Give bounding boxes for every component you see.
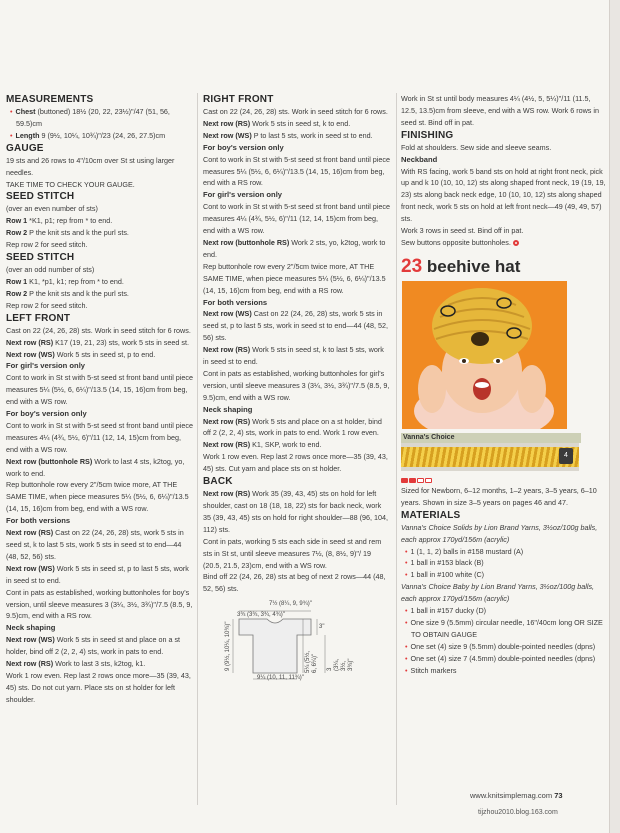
schematic-left-label: 9 (9½, 10¼, 10¾)" bbox=[225, 621, 231, 672]
end-mark-icon bbox=[513, 240, 519, 246]
footer-site: www.knitsimplemag.com bbox=[470, 791, 553, 800]
seed-stitch-odd-heading: SEED STITCH bbox=[6, 252, 75, 264]
page-footer bbox=[470, 791, 563, 800]
schematic-mid-label: 5¼ (5½, 6, 6¼)" bbox=[305, 651, 318, 674]
yarn-label: Vanna's Choice bbox=[401, 433, 581, 443]
yarn-weight-icon: 4 bbox=[559, 448, 573, 464]
column-divider bbox=[396, 93, 397, 805]
back-heading: BACK bbox=[203, 476, 233, 488]
schematic-top-label: 7½ (8¼, 9, 9¾)" bbox=[269, 601, 312, 608]
gauge-heading: GAUGE bbox=[6, 142, 44, 154]
skill-level-indicator bbox=[401, 475, 606, 481]
page-number: 73 bbox=[554, 791, 563, 800]
schematic-right-label: 3 (3¼, 3½, 3¾)" bbox=[327, 658, 354, 672]
sweater-schematic bbox=[211, 601, 354, 683]
skill-level-empty bbox=[425, 478, 432, 483]
schematic-neck-label: 3¾ (3¾, 3¾, 4¾)" bbox=[237, 612, 285, 619]
yarn-swatch bbox=[401, 433, 579, 471]
column-divider bbox=[197, 93, 198, 805]
skill-level-empty bbox=[417, 478, 424, 483]
skill-level-filled bbox=[409, 478, 416, 483]
yarn-strand-image bbox=[401, 447, 579, 467]
blog-credit: tijzhou2010.blog.163.com bbox=[478, 809, 558, 816]
left-front-heading: LEFT FRONT bbox=[6, 312, 71, 324]
column-left: MEASUREMENTS • Chest (buttoned) 18½ (20, 22, 23½)"/47 (51, 56, 59.5)cm • Length 9 (9½, 10¼, 10¾)"/23 (24, 26, 27.5)cm GAUGE 19 sts and 26 rows to 4"/10cm over St st using larger needles. TAKE TIME TO CHECK YOUR GAUGE. SEED STITCH (over an even number of sts) Row 1 *K1, p1; rep from * to end. Row 2 P the knit sts and k the purl sts. Rep row 2 for seed stitch. SEED STITCH (over an odd number of sts) Row 1 K1, *p1, k1; rep from * to end. Row 2 P the knit sts and k the purl sts. Rep row 2 for seed stitch. LEFT FRONT Cast on 22 (24, 26, 28) sts. Work in seed stitch for 6 rows. Next row (RS) K17 (19, 21, 23) sts, work 5 sts in seed st. Next row (WS) Work 5 sts in seed st, p to end. For girl's version only Cont to work in St st with 5-st seed st front band until piece measures 5¼ (5½, 6, 6¼)"/13.5 (14, 15, 16)cm from beg, end with a WS row. For boy's version only Cont to work in St st with 5-st seed st front band until piece measures 4¼ (4¾, 5½, 6)"/11 (12, 14, 15)cm from beg, end with a WS row. Next row (buttonhole RS) Work to last 4 sts, k2tog, yo, work to end. Rep buttonhole row every 2"/5cm twice more, AT THE SAME TIME, when piece measures 5¼ (5½, 6, 6¼)"/13.5 (14, 15, 16)cm from beg, end with a WS row. For both versions Next row (RS) Cast on 22 (24, 26, 28) sts, work 5 sts in seed st, k to last 5 sts, work 5 sts in seed st to end—44 (48, 52, 56) sts. Next row (WS) Work 5 sts in seed st, p to last 5 sts, work in seed st to end. Cont in pats as established, working buttonholes for boy's version, until sleeve measures 3 (3¼, 3½, 3¾)"/7.5 (8.5, 9, 9.5)cm, end with a RS row. Neck shaping Next row (WS) Work 5 sts in seed st and place on a st holder, bind off 2 (2, 2, 4) sts, work in pats to end. Next row (RS) Work to last 3 sts, k2tog, k1. Work 1 row even. Rep last 2 rows once more—35 (39, 43, 45) sts. Do not cut yarn. Place sts on st holder for left shoulder. bbox=[6, 93, 193, 706]
materials-heading: MATERIALS bbox=[401, 509, 461, 521]
pattern-title: 23 beehive hat bbox=[401, 255, 521, 277]
column-right: Work in St st until body measures 4¼ (4½, 5, 5¼)"/11 (11.5, 12.5, 13.5)cm from sleeve, end with a WS row. Work 6 rows in seed st. Bind off in pat. FINISHING Fold at shoulders. Sew side and sleeve seams. Neckband With RS facing, work 5 band sts on hold at right front neck, pick up and k 10 (10, 10, 12) sts along shaped front neck, 19 (19, 19, 23) sts along back neck edge, 10 (10, 10, 12) sts along shaped front neck, work 5 sts on hold at left front neck—49 (49, 49, 57) sts. Work 3 rows in seed st. Bind off in pat. Sew buttons opposite buttonholes. 23 beehive hat Vanna's Choice 4 Sized for Newborn, 6–12 months, 1–2 years, 3–5 years, 6–10 years. Shown in size 3–5 years on pages 46 and 47. MATERIALS Vanna's Choice Solids by Lion Brand Yarns, 3½oz/100g balls, each approx 170yd/156m (acrylic) • 1 (1, 1, 2) balls in #158 mustard (A) • 1 ball in #153 black (B) • 1 ball in #100 white (C) Vanna's Choice Baby by Lion Brand Yarns, 3½oz/100g balls, each approx 170yd/156m (acrylic) • 1 ball in #157 ducky (D) • One size 9 (5.5mm) circular needle, 16"/40cm long OR SIZE TO OBTAIN GAUGE • One set (4) size 9 (5.5mm) double-pointed needles (dpns) • One set (4) size 7 (4.5mm) double-pointed needles (dpns) • Stitch markers bbox=[401, 93, 606, 676]
page-edge bbox=[609, 0, 620, 833]
measurements-heading: MEASUREMENTS bbox=[6, 94, 94, 105]
child-in-beehive-hat-image bbox=[402, 281, 567, 429]
seed-stitch-heading: SEED STITCH bbox=[6, 191, 75, 203]
schematic-bottom-label: 9¼ (10, 11, 11¾)" bbox=[257, 675, 304, 682]
right-front-heading: RIGHT FRONT bbox=[203, 94, 274, 105]
skill-level-filled bbox=[401, 478, 408, 483]
column-middle: RIGHT FRONT Cast on 22 (24, 26, 28) sts. Work in seed stitch for 6 rows. Next row (RS) Work 5 sts in seed st, k to end. Next row (WS) P to last 5 sts, work in seed st to end. For boy's version only Cont to work in St st with 5-st seed st front band until piece measures 5¼ (5½, 6, 6¼)"/13.5 (14, 15, 16)cm from beg, end with a RS row. For girl's version only Cont to work in St st with 5-st seed st front band until piece measures 4¼ (4¾, 5½, 6)"/11 (12, 14, 15)cm from beg, end with a WS row. Next row (buttonhole RS) Work 2 sts, yo, k2tog, work to end. Rep buttonhole row every 2"/5cm twice more, AT THE SAME TIME, when piece measures 5¼ (5½, 6, 6¼)"/13.5 (14, 15, 16)cm from beg, end with a RS row. For both versions Next row (WS) Cast on 22 (24, 26, 28) sts, work 5 sts in seed st, p to last 5 sts, work in seed st to end—44 (48, 52, 56) sts. Next row (RS) Work 5 sts in seed st, k to last 5 sts, work in seed st to end. Cont in pats as established, working buttonholes for girl's version, until sleeve measures 3 (3¼, 3½, 3¾)"/7.5 (8.5, 9, 9.5)cm, end with a WS row. Neck shaping Next row (RS) Work 5 sts and place on a st holder, bind off 2 (2, 2, 4) sts, work in pats to end. Work 1 row even. Next row (RS) K1, SKP, work to end. Work 1 row even. Rep last 2 rows once more—35 (39, 43, 45) sts. Cut yarn and place sts on st holder. BACK Next row (RS) Work 35 (39, 43, 45) sts on hold for left shoulder, cast on 18 (18, 18, 22) sts for back neck, work 35 (39, 43, 45) sts on hold for right shoulder—88 (96, 104, 112) sts. Cont in pats, working 5 sts each side in seed st and rem sts in St st, until sleeve measures 7½, (8, 8½, 9)"/ 19 (20.5, 21.5, 23)cm, end with a WS row. Bind off 22 (24, 26, 28) sts at beg of next 2 rows—44 (48, 52, 56) sts. 7½ (8¼, 9, 9¾)" 3¾ (3¾, 3¾, 4¾)" 3" 9 (9½, 10¼, 10¾)" 5¼ (5½, 6, 6¼)" 3 (3¼, 3½, 3¾)" 9¼ (10, 11, 11¾)" bbox=[203, 94, 390, 682]
finishing-heading: FINISHING bbox=[401, 129, 454, 141]
schematic-sleeve-label: 3" bbox=[319, 624, 325, 631]
beehive-hat-photo bbox=[402, 281, 567, 429]
